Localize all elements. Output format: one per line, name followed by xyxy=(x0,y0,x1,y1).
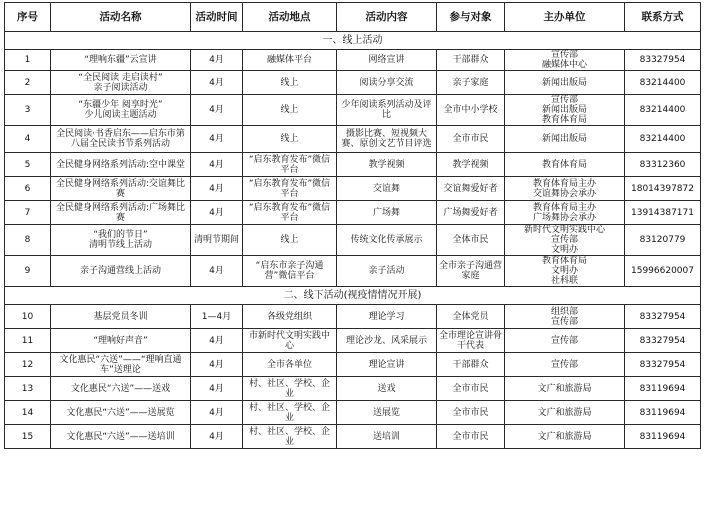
table-row xyxy=(5,425,701,449)
cell-host: 宣传部 xyxy=(505,329,625,353)
cell-place: 村、社区、学校、企业 xyxy=(243,425,337,449)
cell-time: 4月 xyxy=(191,177,243,201)
cell-time: 4月 xyxy=(191,50,243,71)
table-row xyxy=(5,377,701,401)
cell-content: 送展览 xyxy=(337,401,437,425)
cell-target: 广场舞爱好者 xyxy=(437,201,505,225)
cell-name: 全民阅读·书香启东——启东市第八届全民读书节系列活动 xyxy=(51,126,191,153)
cell-name: 全民健身网络系列活动:广场舞比赛 xyxy=(51,201,191,225)
cell-time: 4月 xyxy=(191,377,243,401)
cell-place: 市新时代文明实践中心 xyxy=(243,329,337,353)
cell-target: 干部群众 xyxy=(437,50,505,71)
cell-content: 摄影比赛、短视频大赛、原创文艺节目评选 xyxy=(337,126,437,153)
cell-contact: 83312360 xyxy=(625,153,701,177)
cell-time: 1—4月 xyxy=(191,305,243,329)
cell-no: 7 xyxy=(5,201,51,225)
cell-contact: 83214400 xyxy=(625,95,701,126)
cell-contact: 83119694 xyxy=(625,401,701,425)
table-row xyxy=(5,329,701,353)
cell-content: 理论宣讲 xyxy=(337,353,437,377)
cell-host: 文广和旅游局 xyxy=(505,425,625,449)
cell-content: 理论沙龙、风采展示 xyxy=(337,329,437,353)
cell-no: 1 xyxy=(5,50,51,71)
cell-name: “东疆少年 阅享时光” 少儿阅读主题活动 xyxy=(51,95,191,126)
cell-no: 11 xyxy=(5,329,51,353)
cell-target: 全市市民 xyxy=(437,126,505,153)
cell-contact: 15996620007 xyxy=(625,256,701,287)
header-place: 活动地点 xyxy=(243,3,337,32)
cell-target: 干部群众 xyxy=(437,353,505,377)
table-row xyxy=(5,153,701,177)
cell-no: 12 xyxy=(5,353,51,377)
table-row xyxy=(5,353,701,377)
cell-place: “启东教育发布”微信平台 xyxy=(243,201,337,225)
header-no: 序号 xyxy=(5,3,51,32)
cell-name: 全民健身网络系列活动:交谊舞比赛 xyxy=(51,177,191,201)
cell-place: 线上 xyxy=(243,126,337,153)
cell-name: 全民健身网络系列活动:空中课堂 xyxy=(51,153,191,177)
cell-no: 3 xyxy=(5,95,51,126)
cell-host: 教育体育局 文明办 社科联 xyxy=(505,256,625,287)
cell-name: 文化惠民“六送”——送戏 xyxy=(51,377,191,401)
table-row xyxy=(5,401,701,425)
cell-no: 10 xyxy=(5,305,51,329)
table-row xyxy=(5,201,701,225)
cell-name: 文化惠民“六送”——送培训 xyxy=(51,425,191,449)
cell-place: 线上 xyxy=(243,225,337,256)
cell-host: 宣传部 新闻出版局 教育体育局 xyxy=(505,95,625,126)
cell-content: 阅读分享交流 xyxy=(337,71,437,95)
table-row xyxy=(5,95,701,126)
cell-name: 文化惠民“六送”——“理响直通车”送理论 xyxy=(51,353,191,377)
cell-content: 传统文化传承展示 xyxy=(337,225,437,256)
cell-target: 全市市民 xyxy=(437,377,505,401)
cell-host: 教育体育局 xyxy=(505,153,625,177)
cell-contact: 83119694 xyxy=(625,425,701,449)
table-row xyxy=(5,256,701,287)
cell-content: 送培训 xyxy=(337,425,437,449)
cell-host: 教育体育局主办 交谊舞协会承办 xyxy=(505,177,625,201)
cell-place: 线上 xyxy=(243,71,337,95)
cell-host: 宣传部 xyxy=(505,353,625,377)
cell-no: 5 xyxy=(5,153,51,177)
cell-host: 文广和旅游局 xyxy=(505,401,625,425)
cell-time: 4月 xyxy=(191,71,243,95)
cell-place: 各级党组织 xyxy=(243,305,337,329)
cell-content: 教学视频 xyxy=(337,153,437,177)
cell-time: 4月 xyxy=(191,153,243,177)
cell-no: 13 xyxy=(5,377,51,401)
cell-host: 新闻出版局 xyxy=(505,126,625,153)
cell-target: 全市市民 xyxy=(437,425,505,449)
cell-name: 基层党员冬训 xyxy=(51,305,191,329)
table-row xyxy=(5,305,701,329)
section-row xyxy=(5,287,701,305)
table-row xyxy=(5,225,701,256)
table-row xyxy=(5,50,701,71)
cell-time: 4月 xyxy=(191,201,243,225)
cell-no: 4 xyxy=(5,126,51,153)
cell-time: 4月 xyxy=(191,126,243,153)
cell-target: 全市亲子沟通营家庭 xyxy=(437,256,505,287)
cell-target: 全体市民 xyxy=(437,225,505,256)
cell-name: “理响好声音” xyxy=(51,329,191,353)
cell-target: 交谊舞爱好者 xyxy=(437,177,505,201)
cell-no: 6 xyxy=(5,177,51,201)
table-row xyxy=(5,126,701,153)
cell-target: 教学视频 xyxy=(437,153,505,177)
cell-target: 全市市民 xyxy=(437,401,505,425)
cell-target: 全市中小学校 xyxy=(437,95,505,126)
cell-no: 2 xyxy=(5,71,51,95)
cell-target: 全市理论宣讲骨干代表 xyxy=(437,329,505,353)
section-title: 二、线下活动(视疫情情况开展) xyxy=(5,287,701,305)
cell-contact: 83119694 xyxy=(625,377,701,401)
cell-contact: 18014397872 xyxy=(625,177,701,201)
cell-content: 交谊舞 xyxy=(337,177,437,201)
cell-name: “全民阅读 走启读村” 亲子阅读活动 xyxy=(51,71,191,95)
cell-place: 线上 xyxy=(243,95,337,126)
header-host: 主办单位 xyxy=(505,3,625,32)
cell-no: 14 xyxy=(5,401,51,425)
cell-no: 8 xyxy=(5,225,51,256)
cell-content: 送戏 xyxy=(337,377,437,401)
cell-name: “我们的节日” 清明节线上活动 xyxy=(51,225,191,256)
cell-content: 广场舞 xyxy=(337,201,437,225)
table-row xyxy=(5,71,701,95)
cell-place: 融媒体平台 xyxy=(243,50,337,71)
cell-contact: 13914387171 xyxy=(625,201,701,225)
table-row xyxy=(5,177,701,201)
cell-contact: 83214400 xyxy=(625,71,701,95)
cell-host: 新闻出版局 xyxy=(505,71,625,95)
cell-contact: 83214400 xyxy=(625,126,701,153)
cell-contact: 83327954 xyxy=(625,329,701,353)
cell-place: “启东教育发布”微信平台 xyxy=(243,177,337,201)
cell-time: 清明节期间 xyxy=(191,225,243,256)
cell-time: 4月 xyxy=(191,95,243,126)
table-body xyxy=(5,32,701,449)
cell-place: “启东教育发布”微信平台 xyxy=(243,153,337,177)
cell-target: 亲子家庭 xyxy=(437,71,505,95)
activity-table xyxy=(4,2,701,449)
cell-host: 新时代文明实践中心 宣传部 文明办 xyxy=(505,225,625,256)
section-row xyxy=(5,32,701,50)
cell-place: 全市各单位 xyxy=(243,353,337,377)
cell-name: “理响东疆”云宣讲 xyxy=(51,50,191,71)
header-row xyxy=(5,3,701,32)
cell-target: 全体党员 xyxy=(437,305,505,329)
cell-contact: 83327954 xyxy=(625,353,701,377)
header-content: 活动内容 xyxy=(337,3,437,32)
cell-host: 宣传部 融媒体中心 xyxy=(505,50,625,71)
cell-place: 村、社区、学校、企业 xyxy=(243,377,337,401)
cell-contact: 83120779 xyxy=(625,225,701,256)
cell-no: 9 xyxy=(5,256,51,287)
cell-content: 亲子活动 xyxy=(337,256,437,287)
cell-time: 4月 xyxy=(191,256,243,287)
cell-time: 4月 xyxy=(191,401,243,425)
cell-place: “启东市亲子沟通营”微信平台 xyxy=(243,256,337,287)
cell-host: 教育体育局主办 广场舞协会承办 xyxy=(505,201,625,225)
cell-content: 网络宣讲 xyxy=(337,50,437,71)
cell-time: 4月 xyxy=(191,329,243,353)
cell-contact: 83327954 xyxy=(625,305,701,329)
cell-no: 15 xyxy=(5,425,51,449)
section-title: 一、线上活动 xyxy=(5,32,701,50)
cell-host: 文广和旅游局 xyxy=(505,377,625,401)
header-name: 活动名称 xyxy=(51,3,191,32)
header-contact: 联系方式 xyxy=(625,3,701,32)
header-target: 参与对象 xyxy=(437,3,505,32)
cell-time: 4月 xyxy=(191,425,243,449)
cell-contact: 83327954 xyxy=(625,50,701,71)
cell-name: 文化惠民“六送”——送展览 xyxy=(51,401,191,425)
cell-host: 组织部 宣传部 xyxy=(505,305,625,329)
cell-name: 亲子沟通营线上活动 xyxy=(51,256,191,287)
cell-place: 村、社区、学校、企业 xyxy=(243,401,337,425)
cell-content: 少年阅读系列活动及评比 xyxy=(337,95,437,126)
cell-time: 4月 xyxy=(191,353,243,377)
cell-content: 理论学习 xyxy=(337,305,437,329)
header-time: 活动时间 xyxy=(191,3,243,32)
